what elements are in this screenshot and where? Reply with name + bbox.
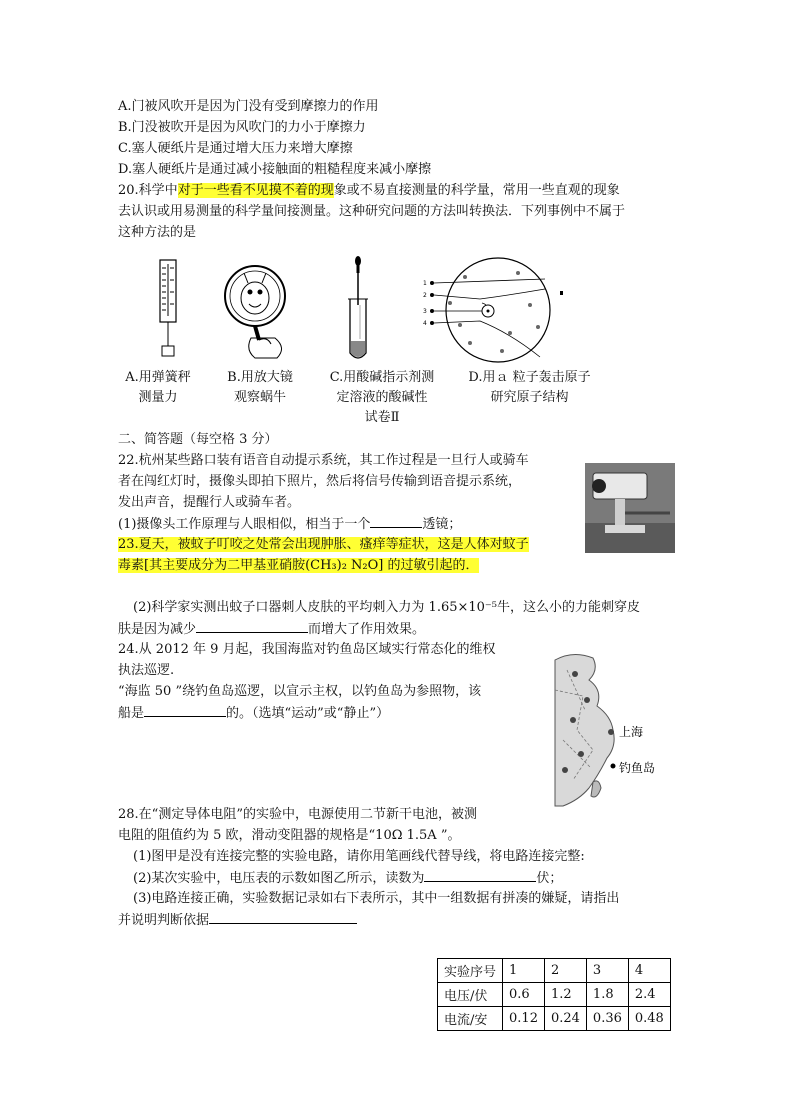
caption-c-line-1: C.用酸碱指示剂测 xyxy=(329,370,435,385)
caption-d-line-2: 研究原子结构 xyxy=(490,390,569,405)
motion-answer-blank[interactable] xyxy=(144,704,226,717)
caption-a-line-2: 测量力 xyxy=(138,390,178,405)
east-china-map xyxy=(553,650,713,810)
caption-b-line-2: 观察蜗牛 xyxy=(233,390,286,405)
q20-line-2: 去认识或用易测量的科学量间接测量。这种研究问题的方法叫转换法．下列事例中不属于 xyxy=(118,204,626,219)
q24-line-4-suffix: 的。（选填“运动”或“静止”） xyxy=(226,706,390,721)
q28-sub-3-line-2 xyxy=(118,911,357,930)
table-cell: 0.24 xyxy=(544,1007,586,1031)
q23-sub-2-suffix: 而增大了作用效果。 xyxy=(308,622,426,637)
q24-line-3: “海监 50 ”绕钓鱼岛巡逻，以宣示主权，以钓鱼岛为参照物，该 xyxy=(118,684,482,699)
reduce-answer-blank[interactable] xyxy=(196,620,308,633)
table-cell: 2.4 xyxy=(628,983,670,1007)
q22-line-3: 发出声音，提醒行人或骑车者。 xyxy=(118,495,301,510)
q24-line-2: 执法巡逻. xyxy=(118,663,175,678)
q28-sub-1: (1)图甲是没有连接完整的实验电路，请你用笔画线代替导线，将电路连接完整: xyxy=(133,849,585,864)
q20-line-1 xyxy=(118,182,620,200)
q24-line-4 xyxy=(118,704,389,723)
q24-line-1: 24.从 2012 年 9 月起，我国海监对钓鱼岛区域实行常态化的维权 xyxy=(118,642,496,657)
q23-line-1 xyxy=(118,536,529,554)
caption-b-line-1: B.用放大镜 xyxy=(227,370,293,385)
atom-scattering-figure xyxy=(420,255,570,365)
q20-highlight: 对于一些看不见摸不着的现 xyxy=(177,183,334,198)
q23-line-1-text: 23.夏天，被蚊子叮咬之处常会出现肿胀、瘙痒等症状，这是人体对蚊子 xyxy=(118,537,529,552)
spring-scale-figure xyxy=(148,258,188,358)
q22-sub-1-text: (1)摄像头工作原理与人眼相似，相当于一个 xyxy=(118,517,371,532)
particle-label-3: 3 xyxy=(423,308,427,315)
table-cell: 实验序号 xyxy=(438,959,503,983)
particle-label-4: 4 xyxy=(423,320,427,327)
caption-d-line-1: D.用ａ 粒子轰击原子 xyxy=(468,370,591,385)
caption-d xyxy=(462,368,597,408)
table-cell: 0.6 xyxy=(503,983,545,1007)
table-cell: 0.36 xyxy=(586,1007,628,1031)
q19-option-b: B.门没被吹开是因为风吹门的力小于摩擦力 xyxy=(118,120,366,135)
experiment-data-table xyxy=(437,958,671,1031)
caption-a-line-1: A.用弹簧秤 xyxy=(125,370,191,385)
q28-sub-2-suffix: 伏； xyxy=(536,871,563,886)
q28-line-2: 电阻的阻值约为 5 欧，滑动变阻器的规格是“10Ω 1.5A ”。 xyxy=(118,828,461,843)
table-cell: 3 xyxy=(586,959,628,983)
table-cell: 0.48 xyxy=(628,1007,670,1031)
table-cell: 1 xyxy=(503,959,545,983)
table-cell: 4 xyxy=(628,959,670,983)
section-2-heading: 二、简答题（每空格 3 分） xyxy=(118,432,278,447)
q28-sub-2-text: (2)某次实验中，电压表的示数如图乙所示，读数为 xyxy=(133,871,425,886)
q22-sub-1 xyxy=(118,515,461,534)
camera-photo xyxy=(585,463,675,553)
test-tube-figure xyxy=(338,255,378,365)
table-row xyxy=(438,959,671,983)
caption-c-line-2: 定溶液的酸碱性 xyxy=(336,390,428,405)
paper-ii-heading: 试卷Ⅱ xyxy=(364,410,400,425)
q23-sub-2-line-2 xyxy=(118,620,425,639)
q22-line-1: 22.杭州某些路口装有语音自动提示系统，其工作过程是一旦行人或骑车 xyxy=(118,453,529,468)
q20-suffix: 象或不易直接测量的科学量，常用一些直观的现象 xyxy=(333,183,620,198)
q28-sub-3-line-1: (3)电路连接正确，实验数据记录如右下表所示，其中一组数据有拼凑的嫌疑，请指出 xyxy=(133,891,620,906)
reason-answer-blank[interactable] xyxy=(209,911,357,924)
q28-sub-3-text: 并说明判断依据 xyxy=(118,913,210,928)
table-cell: 2 xyxy=(544,959,586,983)
table-row xyxy=(438,983,671,1007)
map-label-diaoyu: 钓鱼岛 xyxy=(619,761,656,775)
particle-label-1: 1 xyxy=(423,280,427,287)
lens-answer-blank[interactable] xyxy=(370,515,422,528)
voltage-answer-blank[interactable] xyxy=(424,869,536,882)
table-row xyxy=(438,1007,671,1031)
magnifier-figure xyxy=(215,258,295,363)
q24-line-4-text: 船是 xyxy=(118,706,145,721)
q23-sub-2-text: 肤是因为减少 xyxy=(118,622,197,637)
caption-a xyxy=(118,368,198,408)
caption-c xyxy=(322,368,442,428)
q20-prefix: 20.科学中 xyxy=(118,183,178,198)
table-cell: 电压/伏 xyxy=(438,983,503,1007)
q23-sub-2-line-1: (2)科学家实测出蚊子口器刺人皮肤的平均刺入力为 1.65×10⁻⁵牛，这么小的力能刺穿皮 xyxy=(133,600,641,615)
q23-line-2 xyxy=(118,557,479,575)
caption-b xyxy=(220,368,300,408)
q23-line-2-text: 毒素[其主要成分为二甲基亚硝胺(CH₃)₂ N₂O] 的过敏引起的． xyxy=(118,558,479,573)
q19-option-a: A.门被风吹开是因为门没有受到摩擦力的作用 xyxy=(118,99,379,114)
table-cell: 1.2 xyxy=(544,983,586,1007)
q19-option-c: C.塞人硬纸片是通过增大压力来增大摩擦 xyxy=(118,141,353,156)
q22-sub-1-suffix: 透镜； xyxy=(422,517,462,532)
table-cell: 电流/安 xyxy=(438,1007,503,1031)
table-cell: 0.12 xyxy=(503,1007,545,1031)
q28-sub-2 xyxy=(133,869,562,888)
q19-option-d: D.塞人硬纸片是通过减小接触面的粗糙程度来减小摩擦 xyxy=(118,162,432,177)
q20-line-3: 这种方法的是 xyxy=(118,225,197,240)
table-cell: 1.8 xyxy=(586,983,628,1007)
q28-line-1: 28.在“测定导体电阻”的实验中，电源使用二节新干电池，被测 xyxy=(118,807,477,822)
q22-line-2: 者在闯红灯时，摄像头即拍下照片，然后将信号传输到语音提示系统， xyxy=(118,474,522,489)
map-label-shanghai: 上海 xyxy=(619,725,644,739)
particle-label-2: 2 xyxy=(423,292,427,299)
